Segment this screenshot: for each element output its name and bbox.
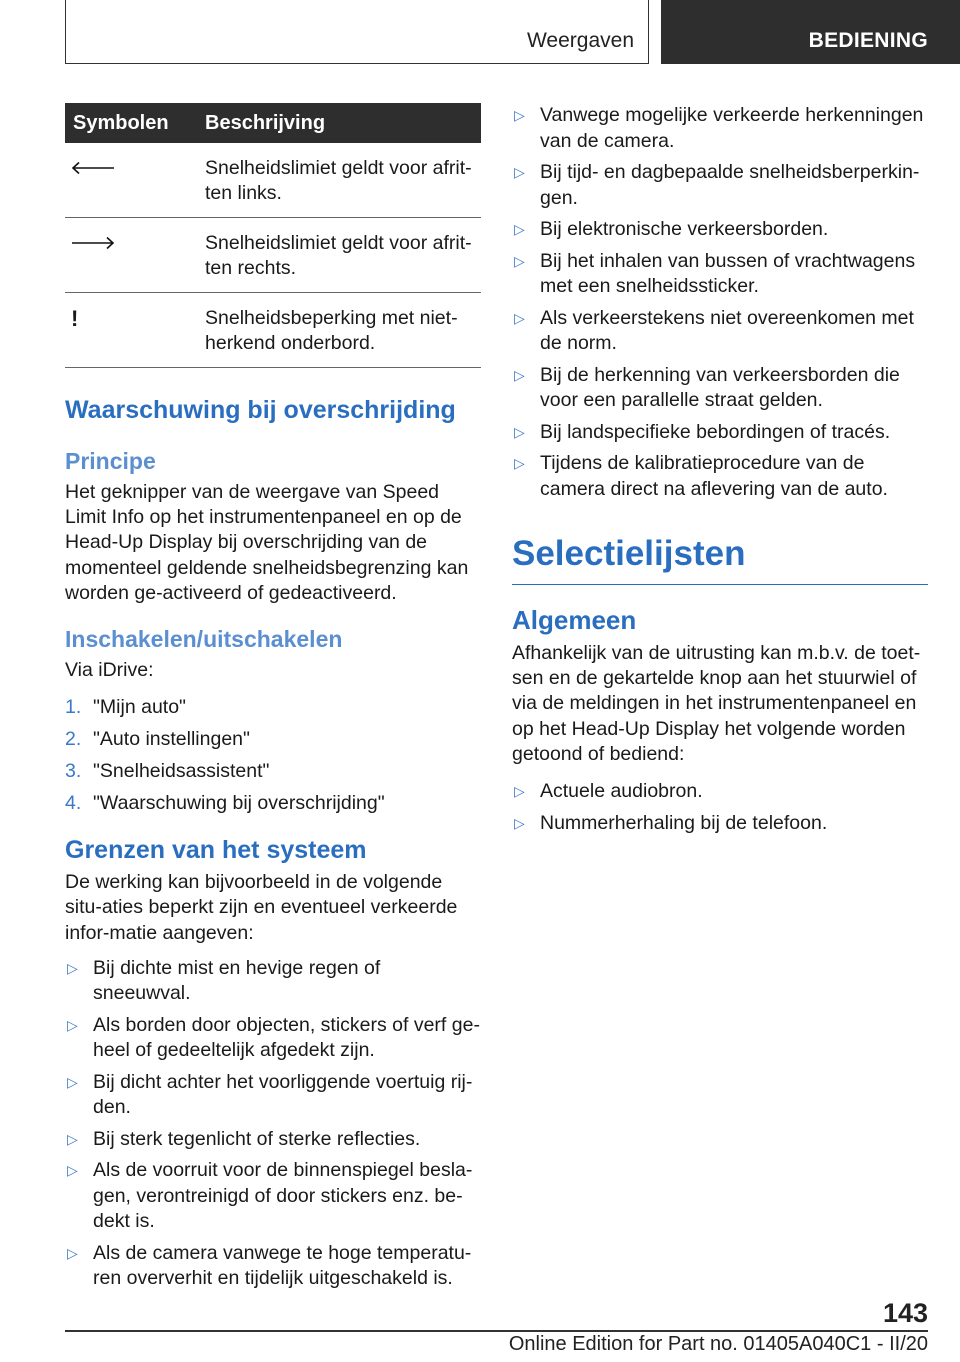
triangle-bullet-icon: ▷ bbox=[514, 455, 525, 471]
grenzen-list-right bbox=[512, 103, 928, 502]
list-item-text: Bij dichte mist en hevige regen of sneeuwval. bbox=[93, 956, 381, 1005]
step-number: 3. bbox=[65, 760, 82, 783]
grenzen-intro: De werking kan bijvoorbeeld in de volgende situ-aties beperkt zijn en eventueel verkeerde infor-matie aangeven: bbox=[65, 871, 458, 944]
list-item bbox=[65, 759, 481, 784]
list-item bbox=[65, 1070, 481, 1121]
header-section-box bbox=[65, 0, 649, 64]
list-item-text: Als borden door objecten, stickers of verf ge-heel of gedeeltelijk afgedekt zijn. bbox=[93, 1013, 480, 1062]
triangle-bullet-icon: ▷ bbox=[67, 1244, 78, 1261]
step-text: "Auto instellingen" bbox=[93, 728, 250, 751]
grenzen-list-left bbox=[65, 956, 481, 1292]
step-text: "Mijn auto" bbox=[93, 696, 186, 719]
list-item-text: Nummerherhaling bij de telefoon. bbox=[540, 811, 828, 834]
list-item bbox=[512, 363, 928, 414]
table-row bbox=[65, 218, 481, 293]
principe-heading: Principe bbox=[65, 448, 156, 474]
algemeen-heading: Algemeen bbox=[512, 605, 637, 635]
step-number: 1. bbox=[65, 696, 82, 719]
triangle-bullet-icon: ▷ bbox=[67, 1162, 78, 1179]
triangle-bullet-icon: ▷ bbox=[514, 814, 525, 831]
header-section-title: Weergaven bbox=[526, 29, 634, 52]
list-item bbox=[512, 420, 928, 446]
list-item bbox=[512, 160, 928, 211]
list-item-text: Als verkeerstekens niet overeenkomen met de norm. bbox=[540, 306, 914, 354]
triangle-bullet-icon: ▷ bbox=[67, 1073, 78, 1090]
triangle-bullet-icon: ▷ bbox=[67, 1016, 78, 1033]
table-row-description: Snelheidsbeperking met niet-herkend onderbord. bbox=[205, 293, 481, 368]
left-column bbox=[65, 103, 481, 1298]
list-item-text: Als de voorruit voor de binnenspiegel besla-gen, verontreinigd of door stickers enz. be-dekt is. bbox=[93, 1159, 473, 1233]
triangle-bullet-icon: ▷ bbox=[514, 366, 525, 383]
list-item bbox=[512, 249, 928, 300]
triangle-bullet-icon: ▷ bbox=[514, 309, 525, 326]
list-item-text: Actuele audiobron. bbox=[540, 780, 703, 803]
list-item bbox=[65, 727, 481, 752]
list-item-text: Vanwege mogelijke verkeerde herkenningen van de camera. bbox=[540, 104, 924, 152]
step-text: "Waarschuwing bij overschrijding" bbox=[93, 792, 385, 815]
list-item bbox=[65, 1158, 481, 1235]
table-row bbox=[65, 293, 481, 368]
triangle-bullet-icon: ▷ bbox=[514, 107, 525, 123]
inschakelen-intro: Via iDrive: bbox=[65, 659, 154, 682]
triangle-bullet-icon: ▷ bbox=[514, 164, 525, 180]
header-chapter-box bbox=[661, 0, 960, 64]
list-item bbox=[65, 1013, 481, 1064]
list-item bbox=[512, 217, 928, 243]
triangle-bullet-icon: ▷ bbox=[514, 423, 525, 440]
page-number: 143 bbox=[882, 1298, 928, 1328]
triangle-bullet-icon: ▷ bbox=[514, 252, 525, 269]
footer-edition: Online Edition for Part no. 01405A040C1 - II/20 bbox=[508, 1333, 928, 1355]
list-item bbox=[512, 779, 928, 805]
idrive-steps-list bbox=[65, 695, 481, 816]
list-item-text: Bij sterk tegenlicht of sterke reflecties. bbox=[93, 1127, 421, 1150]
list-item bbox=[65, 791, 481, 816]
list-item-text: Bij dicht achter het voorliggende voertuig rij-den. bbox=[93, 1070, 473, 1119]
algemeen-text: Afhankelijk van de uitrusting kan m.b.v. de toet-sen en de gekartelde knop aan het stuurwiel of via de meldingen in het instrumentenpaneel en op het Head-Up Display het volgende worden getoond of bediend: bbox=[512, 642, 921, 765]
step-number: 4. bbox=[65, 792, 82, 815]
list-item bbox=[512, 451, 928, 502]
arrow-right-icon bbox=[71, 231, 115, 250]
table-row bbox=[65, 143, 481, 218]
list-item bbox=[65, 1127, 481, 1153]
list-item-text: Bij het inhalen van bussen of vrachtwagens met een snelheidssticker. bbox=[540, 249, 916, 297]
footer-divider bbox=[65, 1330, 928, 1332]
warning-section-title: Waarschuwing bij overschrijding bbox=[65, 396, 456, 424]
table-row-description: Snelheidslimiet geldt voor afrit-ten rechts. bbox=[205, 218, 481, 293]
list-item-text: Bij elektronische verkeersborden. bbox=[540, 218, 829, 240]
right-column bbox=[512, 103, 928, 842]
list-item-text: Als de camera vanwege te hoge temperatu-ren oververhit en tijdelijk uitgeschakeld is. bbox=[93, 1241, 472, 1290]
step-number: 2. bbox=[65, 728, 82, 751]
table-header-symbols: Symbolen bbox=[65, 103, 205, 143]
list-item bbox=[512, 103, 928, 154]
step-text: "Snelheidsassistent" bbox=[93, 760, 270, 783]
table-header-row bbox=[65, 103, 481, 143]
principe-text: Het geknipper van de weergave van Speed Limit Info op het instrumentenpaneel en op de Head-Up Display bij overschrijding van de momenteel geldende snelheidsbegrenzing kan worden ge-activeerd of gedeactiveerd. bbox=[65, 481, 469, 604]
table-header-description: Beschrijving bbox=[205, 103, 481, 143]
list-item-text: Tijdens de kalibratieprocedure van de camera direct na aflevering van de auto. bbox=[540, 452, 888, 500]
list-item bbox=[65, 1241, 481, 1292]
list-item bbox=[65, 695, 481, 720]
list-item bbox=[512, 811, 928, 837]
list-item bbox=[65, 956, 481, 1007]
triangle-bullet-icon: ▷ bbox=[67, 959, 78, 976]
inschakelen-heading: Inschakelen/uitschakelen bbox=[65, 626, 343, 653]
triangle-bullet-icon: ▷ bbox=[67, 1130, 78, 1147]
list-item-text: Bij de herkenning van verkeersborden die voor een parallelle straat gelden. bbox=[540, 363, 900, 411]
symbols-table bbox=[65, 103, 481, 368]
triangle-bullet-icon: ▷ bbox=[514, 221, 525, 237]
algemeen-list bbox=[512, 779, 928, 836]
header-chapter-title: BEDIENING bbox=[808, 29, 928, 52]
exclamation-icon: ! bbox=[71, 306, 79, 331]
grenzen-heading: Grenzen van het systeem bbox=[65, 836, 367, 865]
list-item bbox=[512, 306, 928, 357]
arrow-left-icon bbox=[71, 156, 115, 175]
triangle-bullet-icon: ▷ bbox=[514, 783, 525, 800]
list-item-text: Bij tijd- en dagbepaalde snelheidsberperkin-gen. bbox=[540, 161, 920, 209]
list-item-text: Bij landspecifieke bebordingen of tracés. bbox=[540, 420, 891, 443]
selectielijsten-heading: Selectielijsten bbox=[512, 530, 928, 585]
table-row-description: Snelheidslimiet geldt voor afrit-ten links. bbox=[205, 143, 481, 218]
